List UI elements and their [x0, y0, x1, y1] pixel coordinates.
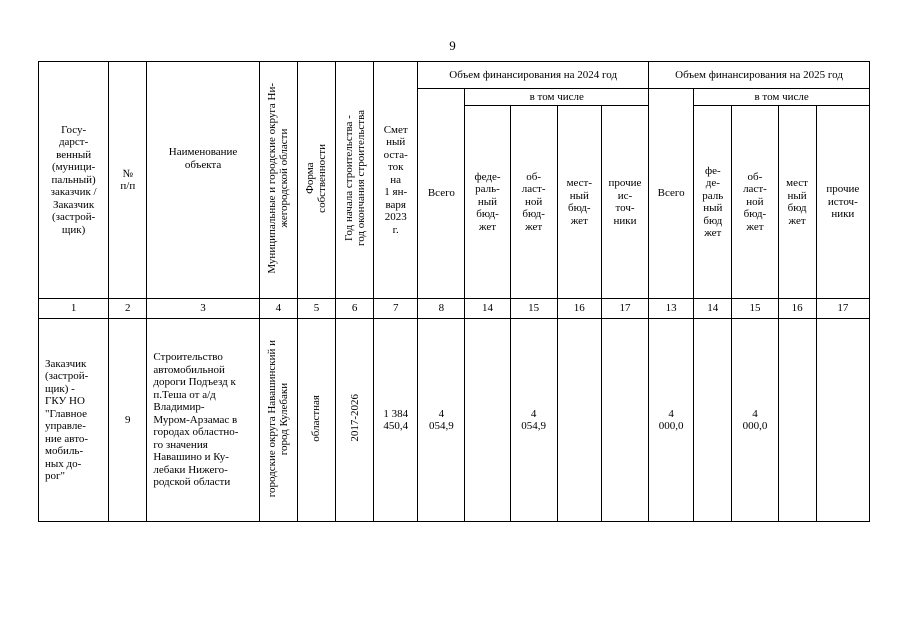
cell-estimate: 1 384 450,4 — [374, 319, 418, 522]
cell-regional-2024: 4 054,9 — [510, 319, 557, 522]
cell-federal-2024 — [465, 319, 510, 522]
cell-local-2025 — [778, 319, 816, 522]
header-customer: Госу- дарст- венный (муници- пальный) заказчик / Заказчик (застрой- щик) — [39, 62, 109, 299]
cell-other-2025 — [816, 319, 869, 522]
column-number: 8 — [418, 299, 465, 319]
column-number: 16 — [778, 299, 816, 319]
column-number: 2 — [109, 299, 147, 319]
column-number: 6 — [336, 299, 374, 319]
header-total-2024: Всего — [418, 89, 465, 299]
column-number: 5 — [297, 299, 335, 319]
column-number: 16 — [557, 299, 601, 319]
header-estimate: Смет ный оста- ток на 1 ян- варя 2023 г. — [374, 62, 418, 299]
financing-table — [38, 61, 870, 522]
header-number: № п/п — [109, 62, 147, 299]
header-other-2025: прочие источ- ники — [816, 106, 869, 299]
table-row — [39, 319, 870, 522]
header-years: Год начала строительства - год окончания строительства — [342, 110, 367, 247]
header-fin-2025: Объем финансирования на 2025 год — [649, 62, 870, 89]
cell-total-2025: 4 000,0 — [649, 319, 694, 522]
header-fin-2024: Объем финансирования на 2024 год — [418, 62, 649, 89]
header-other-2024: прочие ис- точ- ники — [601, 106, 648, 299]
header-regional-2024: об- ласт- ной бюд- жет — [510, 106, 557, 299]
column-number: 17 — [816, 299, 869, 319]
cell-other-2024 — [601, 319, 648, 522]
header-regional-2025: об- ласт- ной бюд- жет — [732, 106, 778, 299]
column-number: 4 — [259, 299, 297, 319]
cell-object-name: Строительство автомобильной дороги Подъезд к п.Теша от а/д Владимир- Муром-Арзамас в городах областно- го значения Навашино и Ку- лебаки Нижего- родской области — [147, 319, 259, 522]
column-number: 15 — [510, 299, 557, 319]
header-federal-2024: феде- раль- ный бюд- жет — [465, 106, 510, 299]
header-ownership: Форма собственности — [304, 143, 329, 213]
header-local-2024: мест- ный бюд- жет — [557, 106, 601, 299]
cell-federal-2025 — [694, 319, 732, 522]
cell-total-2024: 4 054,9 — [418, 319, 465, 522]
page-number: 9 — [449, 38, 456, 53]
column-number: 1 — [39, 299, 109, 319]
column-number: 14 — [465, 299, 510, 319]
column-number-row — [39, 299, 870, 319]
header-federal-2025: фе- де- раль ный бюд жет — [694, 106, 732, 299]
column-number: 17 — [601, 299, 648, 319]
column-number: 15 — [732, 299, 778, 319]
cell-municipal: городские округа Навашинский и город Кулебаки — [266, 339, 291, 497]
cell-years: 2017-2026 — [348, 394, 361, 443]
column-number: 14 — [694, 299, 732, 319]
cell-ownership: областная — [310, 394, 323, 442]
header-object-name: Наименование объекта — [147, 62, 259, 299]
column-number: 13 — [649, 299, 694, 319]
cell-local-2024 — [557, 319, 601, 522]
cell-number: 9 — [109, 319, 147, 522]
cell-regional-2025: 4 000,0 — [732, 319, 778, 522]
header-local-2025: мест ный бюд жет — [778, 106, 816, 299]
header-total-2025: Всего — [649, 89, 694, 299]
cell-customer: Заказчик (застрой- щик) - ГКУ НО "Главное управле- ние авто- мобиль- ных до- рог" — [39, 319, 109, 522]
column-number: 7 — [374, 299, 418, 319]
header-including-2025: в том числе — [694, 89, 870, 106]
header-including-2024: в том числе — [465, 89, 649, 106]
column-number: 3 — [147, 299, 259, 319]
header-municipal: Муниципальные и городские округа Ни- жегородской области — [266, 82, 291, 274]
